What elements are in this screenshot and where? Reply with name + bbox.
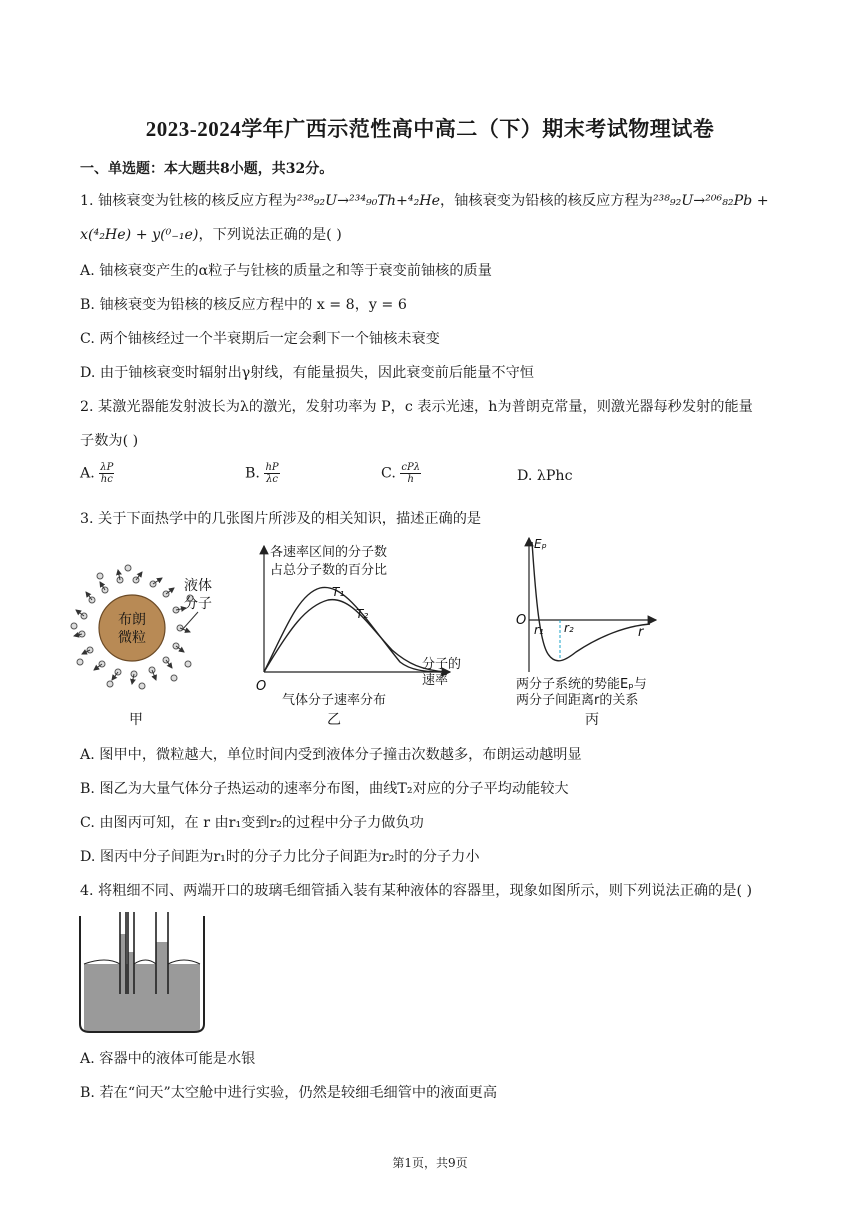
q1-text-b: ，铀核衰变为铅核的核反应方程为 [440,193,653,209]
tube-wide-liquid [120,934,126,994]
bing-xlabel: r [638,625,644,640]
bing-origin: O [516,613,527,628]
page-title: 2023-2024学年广西示范性高中高二（下）期末考试物理试卷 [145,117,715,141]
q3-option-d: D. 图丙中分子间距为r₁时的分子力比分子间距为r₂时的分子力小 [80,849,480,865]
q2-b-num: hP [265,462,279,473]
yi-xlabel-2: 速率 [422,673,449,688]
bing-r2: r₂ [564,621,574,635]
yi-xlabel-1: 分子的 [422,657,462,672]
q3-option-a: A. 图甲中，微粒越大，单位时间内受到液体分子撞击次数越多，布朗运动越明显 [80,747,582,763]
particle-label-1: 布朗 [118,612,146,628]
yi-ylabel-1: 各速率区间的分子数 [270,545,388,560]
liquid-label-2: 分子 [184,596,212,612]
liquid-label-pointer [182,612,198,630]
q3-option-b: B. 图乙为大量气体分子热运动的速率分布图，曲线T₂对应的分子平均动能较大 [80,781,569,797]
q1-equation-3: x(⁴₂He) + y(⁰₋₁e) [80,227,199,243]
q1-line2 [80,224,342,244]
q1-option-d: D. 由于铀核衰变时辐射出γ射线，有能量损失，因此衰变前后能量不守恒 [80,365,534,381]
q4-option-b: B. 若在“问天”太空舱中进行实验，仍然是较细毛细管中的液面更高 [80,1085,498,1101]
q1-equation-2: ²³⁸₉₂U→²⁰⁶₈₂Pb + [652,193,769,209]
q2-line1: 2. 某激光器能发射波长为λ的激光，发射功率为 P，c 表示光速，h为普朗克常量，则激光器每秒发射的能量 [80,399,753,415]
q2-a-num: λP [100,462,114,473]
q2-b-fraction [264,462,279,485]
section-heading: 一、单选题：本大题共8小题，共32分。 [80,161,334,177]
q1-line2-tail: ，下列说法正确的是( ) [198,227,342,243]
container-liquid [84,964,200,1032]
q2-option-c [381,462,421,485]
figure-yi-speed-distribution [256,544,461,728]
q2-a-label: A. [80,465,95,482]
bing-curve [532,542,650,661]
q2-a-den: hc [100,474,113,485]
yi-ylabel-2: 占总分子数的百分比 [270,563,388,578]
yi-subtitle: 气体分子速率分布 [282,693,387,708]
bing-desc-1: 两分子系统的势能Eₚ与 [516,677,647,692]
page-footer: 第1页，共9页 [392,1156,468,1170]
q1-option-c: C. 两个铀核经过一个半衰期后一定会剩下一个铀核未衰变 [80,331,440,347]
yi-label-t2: T₂ [356,607,369,621]
tube-mid-liquid [128,952,134,994]
q2-a-fraction [99,462,114,485]
q3-option-c: C. 由图丙可知，在 r 由r₁变到r₂的过程中分子力做负功 [80,815,424,831]
caption-yi: 乙 [327,712,341,728]
liquid-label-1: 液体 [184,578,212,594]
yi-label-t1: T₁ [332,585,345,599]
bing-desc-2: 两分子间距离r的关系 [516,693,639,708]
q2-c-den: h [407,474,414,485]
q2-b-den: λc [266,474,279,485]
figure-bing-potential-energy [516,537,656,728]
q2-b-label: B. [245,465,260,482]
caption-bing: 丙 [585,712,599,728]
q1-text-a: 1. 铀核衰变为钍核的核反应方程为 [80,193,297,209]
q2-c-label: C. [381,465,396,482]
figure-jia-brownian [71,565,212,728]
q3-stem: 3. 关于下面热学中的几张图片所涉及的相关知识，描述正确的是 [80,511,482,527]
q4-option-a: A. 容器中的液体可能是水银 [80,1051,256,1067]
q1-option-a: A. 铀核衰变产生的α粒子与钍核的质量之和等于衰变前铀核的质量 [80,263,492,279]
q2-c-fraction [400,462,421,485]
q1-equation-1: ²³⁸₉₂U→²³⁴₉₀Th+⁴₂He [296,193,441,209]
q2-line2: 子数为( ) [80,433,139,449]
q1-line1 [80,190,769,210]
yi-curve-t2 [264,600,446,672]
q2-option-a [80,462,114,485]
bing-r1: r₁ [534,623,544,637]
tube-thin-liquid [156,942,168,994]
yi-origin: O [256,679,267,694]
particle-label-2: 微粒 [118,630,146,646]
q4-stem: 4. 将粗细不同、两端开口的玻璃毛细管插入装有某种液体的容器里，现象如图所示，则下列说法正确的是( ) [80,883,753,899]
q4-capillary-figure [76,912,208,1036]
bing-ylabel: Eₚ [534,537,547,551]
q3-figures [70,532,710,732]
q2-c-num: cPλ [401,462,421,473]
caption-jia: 甲 [129,712,143,728]
q2-option-b [245,462,280,485]
q2-option-d: D. λPhc [517,468,573,484]
liquid-surface [84,960,200,964]
q1-option-b: B. 铀核衰变为铅核的核反应方程中的 x = 8，y = 6 [80,297,407,313]
brownian-particle [99,595,165,661]
